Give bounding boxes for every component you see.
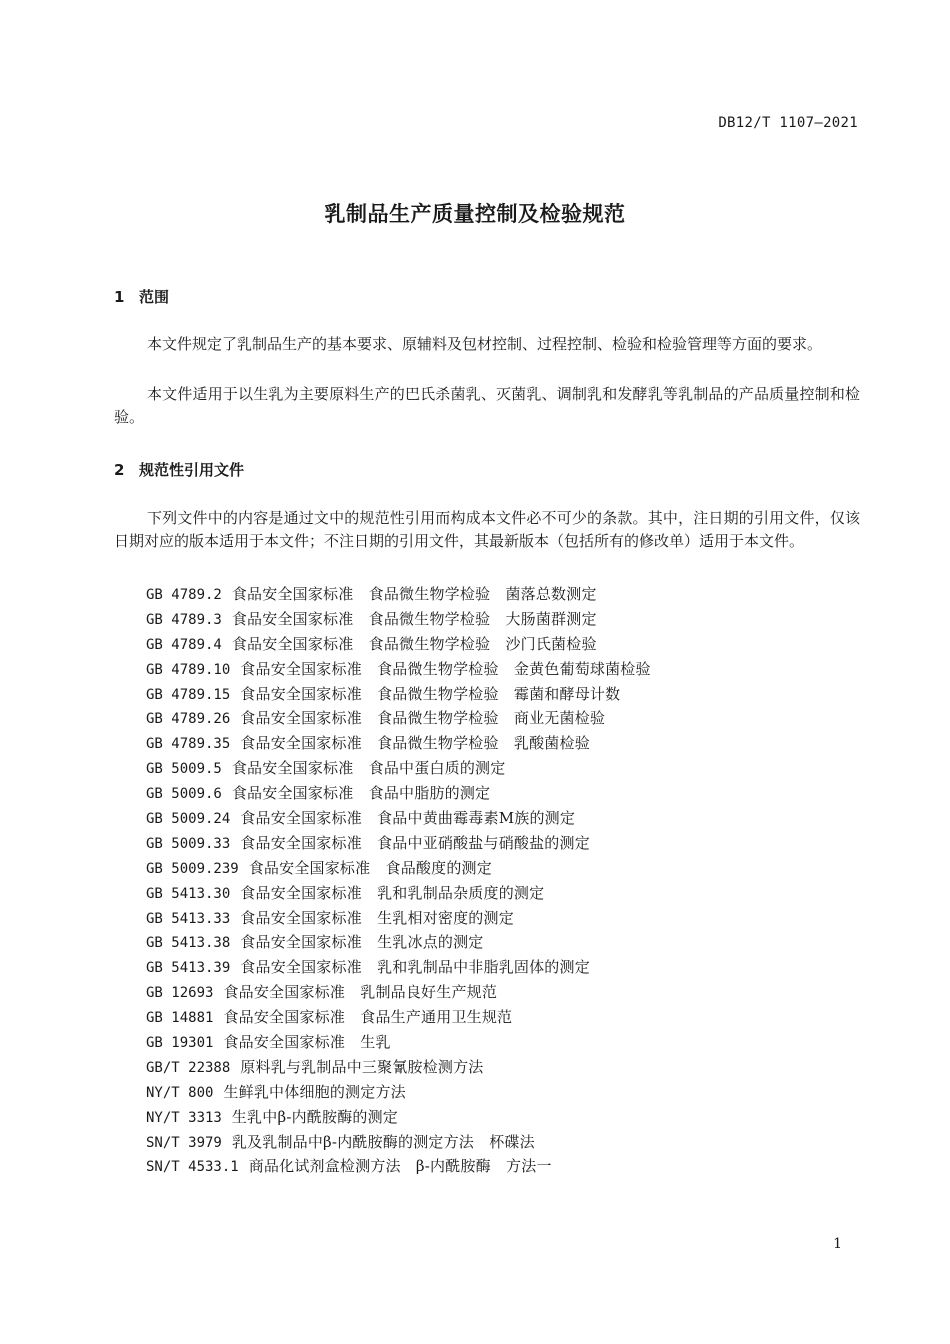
reference-item [146,1130,651,1155]
reference-list [146,582,651,1179]
scope-paragraph: 本文件适用于以生乳为主要原料生产的巴氏杀菌乳、灭菌乳、调制乳和发酵乳等乳制品的产品质量控制和检验。 [114,385,860,426]
reference-item [146,881,651,906]
reference-title: 食品安全国家标准 乳和乳制品杂质度的测定 [240,883,545,902]
reference-title: 食品安全国家标准 食品生产通用卫生规范 [223,1008,513,1027]
section-heading-scope [114,286,169,307]
reference-item [146,831,651,856]
reference-item [146,657,651,682]
reference-code: NY/T 800 [146,1084,214,1101]
reference-title: 食品安全国家标准 食品微生物学检验 霉菌和酵母计数 [240,684,621,703]
reference-item [146,856,651,881]
reference-title: 食品安全国家标准 食品微生物学检验 乳酸菌检验 [240,734,590,753]
reference-code: GB 12693 [146,985,214,1002]
section-number: 1 [114,288,125,306]
reference-code: GB 4789.4 [146,636,222,653]
reference-title: 食品安全国家标准 食品酸度的测定 [248,858,492,877]
reference-code: GB 5009.33 [146,835,231,852]
reference-code: GB 5413.30 [146,885,231,902]
reference-item [146,980,651,1005]
section-heading-normative-references [114,459,244,480]
reference-title: 食品安全国家标准 乳制品良好生产规范 [223,983,498,1002]
reference-code: GB 4789.2 [146,587,222,603]
reference-item [146,1080,651,1105]
reference-title: 食品安全国家标准 生乳冰点的测定 [240,933,484,952]
reference-item [146,706,651,731]
reference-title: 食品安全国家标准 食品微生物学检验 菌落总数测定 [231,585,597,603]
reference-code: GB 5009.6 [146,786,222,803]
reference-title: 乳及乳制品中β-内酰胺酶的测定方法 杯碟法 [231,1132,535,1151]
reference-code: GB 4789.3 [146,611,222,628]
reference-item [146,1154,651,1179]
reference-item [146,731,651,756]
reference-title: 食品安全国家标准 食品微生物学检验 大肠菌群测定 [231,609,597,628]
reference-item [146,582,651,607]
references-intro-paragraph: 下列文件中的内容是通过文中的规范性引用而构成本文件必不可少的条款。其中，注日期的引用文件，仅该日期对应的版本适用于本文件；不注日期的引用文件，其最新版本（包括所有的修改单）适用于本文件。 [114,509,860,550]
reference-title: 食品安全国家标准 食品微生物学检验 商业无菌检验 [240,709,606,728]
reference-code: SN/T 4533.1 [146,1159,239,1176]
reference-title: 食品安全国家标准 食品中蛋白质的测定 [231,759,506,778]
reference-title: 生鲜乳中体细胞的测定方法 [223,1082,406,1101]
reference-item [146,756,651,781]
reference-title: 商品化试剂盒检测方法 β-内酰胺酶 方法一 [248,1157,552,1176]
reference-item [146,1055,651,1080]
reference-code: GB 14881 [146,1010,214,1027]
reference-title: 生乳中β-内酰胺酶的测定 [231,1107,399,1126]
reference-title: 原料乳与乳制品中三聚氰胺检测方法 [240,1057,484,1076]
reference-item [146,1105,651,1130]
reference-item [146,1030,651,1055]
reference-code: GB 19301 [146,1035,214,1052]
document-code: DB12/T 1107—2021 [718,115,858,131]
reference-code: NY/T 3313 [146,1109,222,1126]
reference-code: GB 4789.35 [146,736,231,753]
section-title: 范围 [139,288,170,306]
scope-paragraph: 本文件规定了乳制品生产的基本要求、原辅料及包材控制、过程控制、检验和检验管理等方面的要求。 [147,335,823,353]
reference-item [146,955,651,980]
reference-code: GB 4789.26 [146,711,231,728]
reference-code: GB 5413.38 [146,935,231,952]
reference-item [146,607,651,632]
reference-title: 食品安全国家标准 食品中亚硝酸盐与硝酸盐的测定 [240,833,590,852]
reference-title: 食品安全国家标准 生乳相对密度的测定 [240,908,514,927]
document-title: 乳制品生产质量控制及检验规范 [324,202,626,226]
reference-title: 食品安全国家标准 生乳 [223,1033,391,1052]
reference-item [146,1005,651,1030]
reference-code: GB 4789.10 [146,661,231,678]
reference-code: GB 5413.33 [146,910,231,927]
reference-item [146,906,651,931]
reference-code: GB 4789.15 [146,686,231,703]
reference-item [146,781,651,806]
reference-item [146,930,651,955]
page-number: 1 [833,1236,842,1252]
section-title: 规范性引用文件 [139,461,245,479]
reference-code: GB 5009.239 [146,860,239,877]
reference-code: GB/T 22388 [146,1059,231,1076]
reference-title: 食品安全国家标准 乳和乳制品中非脂乳固体的测定 [240,958,590,977]
section-number: 2 [114,461,125,479]
reference-item [146,682,651,707]
reference-title: 食品安全国家标准 食品中黄曲霉毒素M族的测定 [240,809,576,828]
reference-code: GB 5009.24 [146,811,231,828]
reference-code: GB 5009.5 [146,761,222,778]
reference-code: SN/T 3979 [146,1134,222,1151]
reference-title: 食品安全国家标准 食品微生物学检验 沙门氏菌检验 [231,634,597,653]
reference-code: GB 5413.39 [146,960,231,977]
reference-title: 食品安全国家标准 食品微生物学检验 金黄色葡萄球菌检验 [240,659,651,678]
reference-title: 食品安全国家标准 食品中脂肪的测定 [231,784,491,803]
reference-item [146,632,651,657]
reference-item [146,806,651,831]
